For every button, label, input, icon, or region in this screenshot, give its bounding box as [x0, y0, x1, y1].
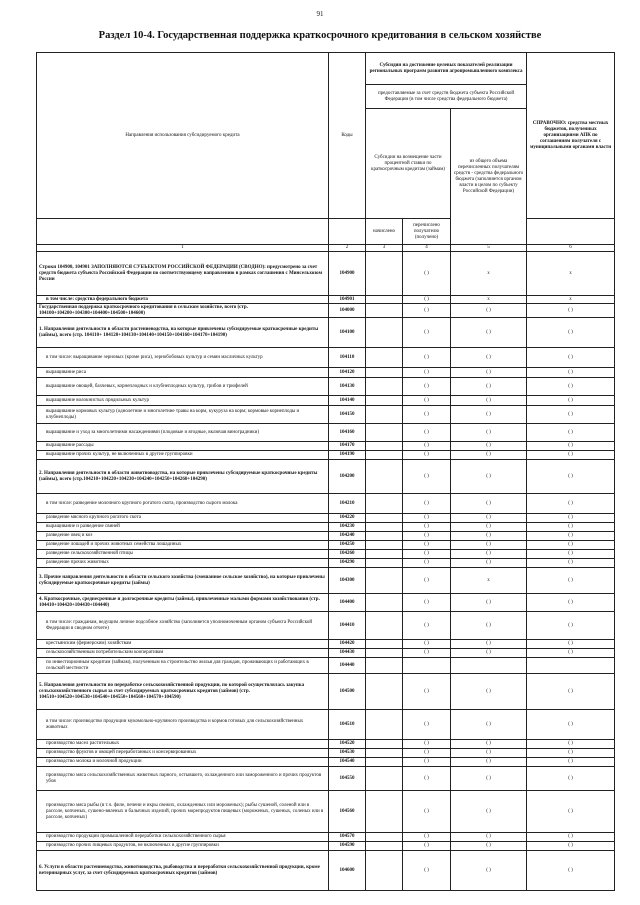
- row-label: выращивание кормовых культур (однолетние и многолетние травы на корм, кукуруза на корм; кормовые корнеплоды и клубнеплоды): [37, 406, 329, 424]
- table-row: [37, 649, 615, 658]
- table-row: [37, 791, 615, 833]
- value-cell-4[interactable]: ( ): [403, 451, 451, 460]
- value-cell-5[interactable]: ( ): [451, 442, 527, 451]
- row-code: 104560: [329, 791, 366, 833]
- value-cell-6[interactable]: ( ): [527, 348, 615, 368]
- value-cell-3[interactable]: [366, 532, 403, 541]
- value-cell-3[interactable]: [366, 514, 403, 523]
- value-cell-3[interactable]: [366, 568, 403, 594]
- row-label: разведение овец и коз: [37, 532, 329, 541]
- value-cell-3[interactable]: [366, 851, 403, 891]
- value-cell-3[interactable]: [366, 842, 403, 851]
- value-cell-6[interactable]: ( ): [527, 424, 615, 442]
- value-cell-4[interactable]: ( ): [403, 833, 451, 842]
- value-cell-5[interactable]: ( ): [451, 842, 527, 851]
- row-code: 104901: [329, 296, 366, 304]
- value-cell-5[interactable]: ( ): [451, 424, 527, 442]
- table-row: [37, 348, 615, 368]
- value-cell-5[interactable]: ( ): [451, 368, 527, 378]
- row-label: по инвестиционным кредитам (займам), полученным на строительство жилья для граждан, проживающих и работающих в сельской местности: [37, 658, 329, 674]
- value-cell-6[interactable]: ( ): [527, 460, 615, 494]
- value-cell-4[interactable]: ( ): [403, 318, 451, 348]
- value-cell-3[interactable]: [366, 304, 403, 318]
- value-cell-3[interactable]: [366, 541, 403, 550]
- value-cell-6[interactable]: ( ): [527, 851, 615, 891]
- value-cell-4[interactable]: ( ): [403, 460, 451, 494]
- row-code: 104600: [329, 851, 366, 891]
- row-code: 104520: [329, 740, 366, 749]
- row-code: 104550: [329, 767, 366, 791]
- value-cell-6[interactable]: ( ): [527, 674, 615, 710]
- row-code: 104140: [329, 396, 366, 406]
- value-cell-3[interactable]: [366, 451, 403, 460]
- value-cell-4[interactable]: ( ): [403, 550, 451, 559]
- value-cell-4[interactable]: ( ): [403, 758, 451, 767]
- value-cell-5[interactable]: ( ): [451, 494, 527, 514]
- value-cell-5[interactable]: ( ): [451, 550, 527, 559]
- value-cell-3[interactable]: [366, 550, 403, 559]
- row-code: 104540: [329, 758, 366, 767]
- value-cell-4[interactable]: ( ): [403, 523, 451, 532]
- value-cell-6[interactable]: ( ): [527, 442, 615, 451]
- value-cell-5[interactable]: ( ): [451, 740, 527, 749]
- value-cell-3[interactable]: [366, 559, 403, 568]
- value-cell-5[interactable]: ( ): [451, 318, 527, 348]
- value-cell-6[interactable]: ( ): [527, 318, 615, 348]
- value-cell-6[interactable]: ( ): [527, 523, 615, 532]
- value-cell-3[interactable]: [366, 594, 403, 612]
- value-cell-4[interactable]: ( ): [403, 368, 451, 378]
- row-label: разведение прочих животных: [37, 559, 329, 568]
- table-row: [37, 640, 615, 649]
- value-cell-5[interactable]: [451, 658, 527, 674]
- table-row: [37, 494, 615, 514]
- table-row: [37, 424, 615, 442]
- value-cell-4[interactable]: ( ): [403, 442, 451, 451]
- row-label: производство молока и молочной продукции: [37, 758, 329, 767]
- row-code: 104190: [329, 451, 366, 460]
- value-cell-5[interactable]: ( ): [451, 559, 527, 568]
- row-code: 104160: [329, 424, 366, 442]
- row-code: 104230: [329, 523, 366, 532]
- value-cell-3[interactable]: [366, 791, 403, 833]
- value-cell-6[interactable]: ( ): [527, 594, 615, 612]
- row-label: в том числе: производство продукции мукомольно-крупяного производства и кормов готовых для сельскохозяйственных животных: [37, 710, 329, 740]
- row-label: 1. Направления деятельности в области растениеводства, на которые привлечены субсидируемые краткосрочные кредиты (займы), всего (стр. 104110+ 104120+104130+104140+104150+104160+104170+104190): [37, 318, 329, 348]
- table-row: [37, 378, 615, 396]
- table-row: [37, 842, 615, 851]
- value-cell-5[interactable]: ( ): [451, 749, 527, 758]
- row-label: производство масел растительных: [37, 740, 329, 749]
- value-cell-6[interactable]: ( ): [527, 494, 615, 514]
- value-cell-3[interactable]: [366, 740, 403, 749]
- row-code: 104570: [329, 833, 366, 842]
- value-cell-5[interactable]: ( ): [451, 532, 527, 541]
- table-row: [37, 532, 615, 541]
- header-direction: Направления использования субсидируемого кредита: [37, 53, 329, 219]
- table-row: [37, 767, 615, 791]
- value-cell-4[interactable]: ( ): [403, 749, 451, 758]
- value-cell-4[interactable]: ( ): [403, 594, 451, 612]
- value-cell-6[interactable]: ( ): [527, 396, 615, 406]
- value-cell-3[interactable]: [366, 758, 403, 767]
- value-cell-4[interactable]: ( ): [403, 640, 451, 649]
- value-cell-4[interactable]: ( ): [403, 649, 451, 658]
- section-title: Раздел 10-4. Государственная поддержка краткосрочного кредитования в сельском хозяйстве: [98, 30, 542, 41]
- value-cell-5[interactable]: ( ): [451, 348, 527, 368]
- value-cell-4[interactable]: ( ): [403, 559, 451, 568]
- page-number: 91: [316, 10, 324, 18]
- row-label: разведение сельскохозяйственной птицы: [37, 550, 329, 559]
- value-cell-6[interactable]: ( ): [527, 368, 615, 378]
- table-row: [37, 749, 615, 758]
- table-row: [37, 658, 615, 674]
- value-cell-4[interactable]: ( ): [403, 296, 451, 304]
- value-cell-4[interactable]: ( ): [403, 791, 451, 833]
- value-cell-4[interactable]: ( ): [403, 406, 451, 424]
- row-label: в том числе: выращивание зерновых (кроме риса), зернобобовых культур и семян масличных культур: [37, 348, 329, 368]
- value-cell-4[interactable]: ( ): [403, 532, 451, 541]
- col-number-1: 1: [37, 245, 329, 252]
- header-code: Коды: [329, 53, 366, 219]
- row-code: 104430: [329, 649, 366, 658]
- value-cell-4[interactable]: ( ): [403, 851, 451, 891]
- value-cell-5[interactable]: ( ): [451, 460, 527, 494]
- table-row: [37, 674, 615, 710]
- value-cell-4[interactable]: ( ): [403, 252, 451, 296]
- table-row: [37, 612, 615, 640]
- row-code: 104220: [329, 514, 366, 523]
- value-cell-6[interactable]: ( ): [527, 767, 615, 791]
- value-cell-6[interactable]: ( ): [527, 640, 615, 649]
- header-reference: СПРАВОЧНО: средства местных бюджетов, полученных организациями АПК по соглашениям получателя с муниципальными органами власти: [527, 53, 615, 219]
- value-cell-4[interactable]: ( ): [403, 396, 451, 406]
- row-code: 104000: [329, 304, 366, 318]
- value-cell-3[interactable]: [366, 649, 403, 658]
- row-code: 104250: [329, 541, 366, 550]
- value-cell-5[interactable]: ( ): [451, 758, 527, 767]
- value-cell-5[interactable]: ( ): [451, 674, 527, 710]
- value-cell-6[interactable]: [527, 658, 615, 674]
- row-label: в том числе: средства федерального бюджета: [37, 296, 329, 304]
- row-code: 104530: [329, 749, 366, 758]
- value-cell-4[interactable]: [403, 658, 451, 674]
- value-cell-3[interactable]: [366, 424, 403, 442]
- table-row: [37, 396, 615, 406]
- value-cell-5[interactable]: ( ): [451, 649, 527, 658]
- value-cell-4[interactable]: ( ): [403, 541, 451, 550]
- value-cell-3[interactable]: [366, 494, 403, 514]
- value-cell-5[interactable]: ( ): [451, 767, 527, 791]
- value-cell-6[interactable]: ( ): [527, 541, 615, 550]
- value-cell-6[interactable]: ( ): [527, 568, 615, 594]
- value-cell-3[interactable]: [366, 640, 403, 649]
- row-label: Государственная поддержка краткосрочного кредитования в сельском хозяйстве, всего (стр. 104100+104200+104300+104400+104500+104600): [37, 304, 329, 318]
- value-cell-6[interactable]: ( ): [527, 791, 615, 833]
- header-transferred: перечислено получателю (получено): [403, 219, 451, 245]
- value-cell-4[interactable]: ( ): [403, 740, 451, 749]
- value-cell-4[interactable]: ( ): [403, 767, 451, 791]
- value-cell-6[interactable]: ( ): [527, 649, 615, 658]
- value-cell-3[interactable]: [366, 674, 403, 710]
- table-row: [37, 559, 615, 568]
- value-cell-6[interactable]: ( ): [527, 406, 615, 424]
- value-cell-3[interactable]: [366, 296, 403, 304]
- table-row: [37, 710, 615, 740]
- row-label: в том числе: разведение молочного крупного рогатого скота, производство сырого молока: [37, 494, 329, 514]
- table-row: [37, 406, 615, 424]
- row-label: 3. Прочие направления деятельности в области сельского хозяйства (смешанное сельское хозяйство), на которые привлечены субсидируемые краткосрочные кредиты (займы): [37, 568, 329, 594]
- table-row: [37, 368, 615, 378]
- row-label: выращивание рассады: [37, 442, 329, 451]
- value-cell-3[interactable]: [366, 767, 403, 791]
- subsidy-table: [36, 52, 615, 891]
- value-cell-6[interactable]: ( ): [527, 532, 615, 541]
- row-label: выращивание прочих культур, не включенных в другие группировки: [37, 451, 329, 460]
- value-cell-4[interactable]: ( ): [403, 424, 451, 442]
- value-cell-6[interactable]: ( ): [527, 559, 615, 568]
- value-cell-6[interactable]: ( ): [527, 833, 615, 842]
- value-cell-5[interactable]: ( ): [451, 406, 527, 424]
- value-cell-5[interactable]: ( ): [451, 833, 527, 842]
- row-label: разведение лошадей и прочих животных семейства лошадиных: [37, 541, 329, 550]
- value-cell-3[interactable]: [366, 710, 403, 740]
- table-row: [37, 304, 615, 318]
- row-label: разведение мясного крупного рогатого скота: [37, 514, 329, 523]
- value-cell-3[interactable]: [366, 378, 403, 396]
- row-label: производство мяса сельскохозяйственных животных парного, остывшего, охлажденного или замороженного и прочих продуктов убоя: [37, 767, 329, 791]
- table-row: [37, 442, 615, 451]
- value-cell-3[interactable]: [366, 396, 403, 406]
- col-number-4: 4: [403, 245, 451, 252]
- value-cell-3[interactable]: [366, 318, 403, 348]
- table-row: [37, 541, 615, 550]
- value-cell-3[interactable]: [366, 833, 403, 842]
- value-cell-3[interactable]: [366, 749, 403, 758]
- row-code: 104290: [329, 559, 366, 568]
- row-label: выращивание риса: [37, 368, 329, 378]
- row-label: выращивание и разведение свиней: [37, 523, 329, 532]
- value-cell-3[interactable]: [366, 523, 403, 532]
- table-row: [37, 523, 615, 532]
- value-cell-6[interactable]: ( ): [527, 842, 615, 851]
- table-row: [37, 758, 615, 767]
- table-row: [37, 740, 615, 749]
- row-label: 5. Направления деятельности по переработке сельскохозяйственной продукции, по которой осуществлялась закупка сельскохозяйственного сырья за счет субсидируемых краткосрочных кредитов (займов) (стр. 104510+104520+104530+104540+104550+104560+104570+104590): [37, 674, 329, 710]
- value-cell-5[interactable]: ( ): [451, 378, 527, 396]
- col-number-3: 3: [366, 245, 403, 252]
- header-accrued: начислено: [366, 219, 403, 245]
- table-row: [37, 318, 615, 348]
- row-code: 104400: [329, 594, 366, 612]
- value-cell-6[interactable]: x: [527, 296, 615, 304]
- value-cell-3[interactable]: [366, 348, 403, 368]
- value-cell-3[interactable]: [366, 368, 403, 378]
- value-cell-4[interactable]: ( ): [403, 710, 451, 740]
- row-label: производство фруктов и овощей переработанных и консервированных: [37, 749, 329, 758]
- row-label: 6. Услуги в области растениеводства, животноводства, рыбоводства и переработки сельскохозяйственной продукции, кроме ветеринарных услуг, за счет субсидируемых краткосрочных кредитов (займов): [37, 851, 329, 891]
- value-cell-6[interactable]: ( ): [527, 749, 615, 758]
- row-code: 104300: [329, 568, 366, 594]
- value-cell-6[interactable]: ( ): [527, 304, 615, 318]
- col-number-6: 6: [527, 245, 615, 252]
- value-cell-3[interactable]: [366, 442, 403, 451]
- value-cell-5[interactable]: ( ): [451, 523, 527, 532]
- row-code: 104590: [329, 842, 366, 851]
- value-cell-5[interactable]: ( ): [451, 594, 527, 612]
- row-label: сельскохозяйственным потребительским кооперативам: [37, 649, 329, 658]
- value-cell-3[interactable]: [366, 612, 403, 640]
- row-label: в том числе: гражданам, ведущим личное подсобное хозяйство (заполняется уполномоченным органом субъекта Российской Федерации в сводном отчете): [37, 612, 329, 640]
- value-cell-3[interactable]: [366, 252, 403, 296]
- value-cell-6[interactable]: ( ): [527, 758, 615, 767]
- value-cell-3[interactable]: [366, 658, 403, 674]
- row-code: 104200: [329, 460, 366, 494]
- value-cell-5[interactable]: x: [451, 568, 527, 594]
- table-row: [37, 568, 615, 594]
- row-code: 104120: [329, 368, 366, 378]
- header-provided: предоставляемые за счет средств бюджета субъекта Российской Федерации (в том числе средства федерального бюджета): [366, 85, 527, 109]
- value-cell-6[interactable]: ( ): [527, 514, 615, 523]
- table-row: [37, 550, 615, 559]
- value-cell-4[interactable]: ( ): [403, 494, 451, 514]
- value-cell-4[interactable]: ( ): [403, 514, 451, 523]
- table-body: [37, 252, 615, 891]
- value-cell-5[interactable]: ( ): [451, 451, 527, 460]
- value-cell-6[interactable]: x: [527, 252, 615, 296]
- row-code: 104170: [329, 442, 366, 451]
- row-code: 104900: [329, 252, 366, 296]
- col-number-2: 2: [329, 245, 366, 252]
- value-cell-6[interactable]: ( ): [527, 710, 615, 740]
- value-cell-5[interactable]: ( ): [451, 710, 527, 740]
- table-row: [37, 833, 615, 842]
- value-cell-5[interactable]: ( ): [451, 541, 527, 550]
- row-code: 104130: [329, 378, 366, 396]
- value-cell-4[interactable]: ( ): [403, 612, 451, 640]
- value-cell-5[interactable]: ( ): [451, 791, 527, 833]
- row-code: 104410: [329, 612, 366, 640]
- row-code: 104260: [329, 550, 366, 559]
- row-code: 104510: [329, 710, 366, 740]
- row-label: производство прочих пищевых продуктов, не включенных в другие группировки: [37, 842, 329, 851]
- value-cell-5[interactable]: x: [451, 296, 527, 304]
- col-number-5: 5: [451, 245, 527, 252]
- row-code: 104420: [329, 640, 366, 649]
- row-code: 104110: [329, 348, 366, 368]
- value-cell-4[interactable]: ( ): [403, 378, 451, 396]
- row-code: 104500: [329, 674, 366, 710]
- value-cell-5[interactable]: ( ): [451, 396, 527, 406]
- value-cell-5[interactable]: ( ): [451, 640, 527, 649]
- row-code: 104240: [329, 532, 366, 541]
- value-cell-5[interactable]: ( ): [451, 304, 527, 318]
- value-cell-5[interactable]: x: [451, 252, 527, 296]
- row-label: производство мяса рыбы (в т.ч. филе, печени и икры свежих, охлажденных или мороженых); рыбы сушеной, соленой или в рассоле, копченых, сушено-вяленых и балычных изделий, прочих морепродуктов пищевых (мороженых, сушеных, соленых или в рассоле, копченых): [37, 791, 329, 833]
- value-cell-6[interactable]: ( ): [527, 740, 615, 749]
- value-cell-4[interactable]: ( ): [403, 674, 451, 710]
- value-cell-3[interactable]: [366, 460, 403, 494]
- table-row: [37, 594, 615, 612]
- row-label: производство продукции промышленной переработки сельскохозяйственного сырья: [37, 833, 329, 842]
- table-row: [37, 296, 615, 304]
- value-cell-6[interactable]: ( ): [527, 451, 615, 460]
- value-cell-4[interactable]: ( ): [403, 348, 451, 368]
- row-code: 104440: [329, 658, 366, 674]
- value-cell-6[interactable]: ( ): [527, 550, 615, 559]
- header-federal: из общего объема перечисленных получателям средств - средства федерального бюджета (заполняется органом власти в целом по субъекту Российской Федерации): [451, 109, 527, 245]
- row-label: выращивание овощей, бахчевых, корнеплодных и клубнеплодных культур, грибов и трюфелей: [37, 378, 329, 396]
- row-code: 104150: [329, 406, 366, 424]
- table-row: [37, 451, 615, 460]
- value-cell-5[interactable]: ( ): [451, 514, 527, 523]
- value-cell-5[interactable]: ( ): [451, 851, 527, 891]
- value-cell-5[interactable]: ( ): [451, 612, 527, 640]
- row-label: Строки 104900, 104901 ЗАПОЛНЯЮТСЯ СУБЪЕКТОМ РОССИЙСКОЙ ФЕДЕРАЦИИ (СВОДНО): предусмотрено за счет средств бюджета субъекта Российской Федерации по соответствующему направлению в рамках соглашения с Минсельхозом России: [37, 252, 329, 296]
- value-cell-6[interactable]: ( ): [527, 378, 615, 396]
- value-cell-4[interactable]: ( ): [403, 842, 451, 851]
- value-cell-3[interactable]: [366, 406, 403, 424]
- header-subsidies-group: Субсидии на достижение целевых показателей реализации региональных программ развития агропромышленного комплекса: [366, 53, 527, 85]
- row-code: 104210: [329, 494, 366, 514]
- row-label: 4. Краткосрочные, среднесрочные и долгосрочные кредиты (займы), привлеченные малыми формами хозяйствования (стр. 104410+104420+104430+104440): [37, 594, 329, 612]
- row-label: выращивание и уход за многолетними насаждениями (плодовые и ягодные, включая виноградники): [37, 424, 329, 442]
- table-row: [37, 460, 615, 494]
- row-label: крестьянским (фермерским) хозяйствам: [37, 640, 329, 649]
- row-code: 104100: [329, 318, 366, 348]
- row-label: выращивание волокнистых прядильных культур: [37, 396, 329, 406]
- header-reimburse: Субсидии на возмещение части процентной ставки по краткосрочным кредитам (займам): [366, 109, 451, 219]
- row-label: 2. Направления деятельности в области животноводства, на которые привлечены субсидируемые краткосрочные кредиты (займы), всего (стр.104210+104220+104230+104240+104250+104260+104290): [37, 460, 329, 494]
- table-row: [37, 514, 615, 523]
- table-row: [37, 252, 615, 296]
- value-cell-6[interactable]: ( ): [527, 612, 615, 640]
- value-cell-4[interactable]: ( ): [403, 568, 451, 594]
- table-row: [37, 851, 615, 891]
- value-cell-4[interactable]: ( ): [403, 304, 451, 318]
